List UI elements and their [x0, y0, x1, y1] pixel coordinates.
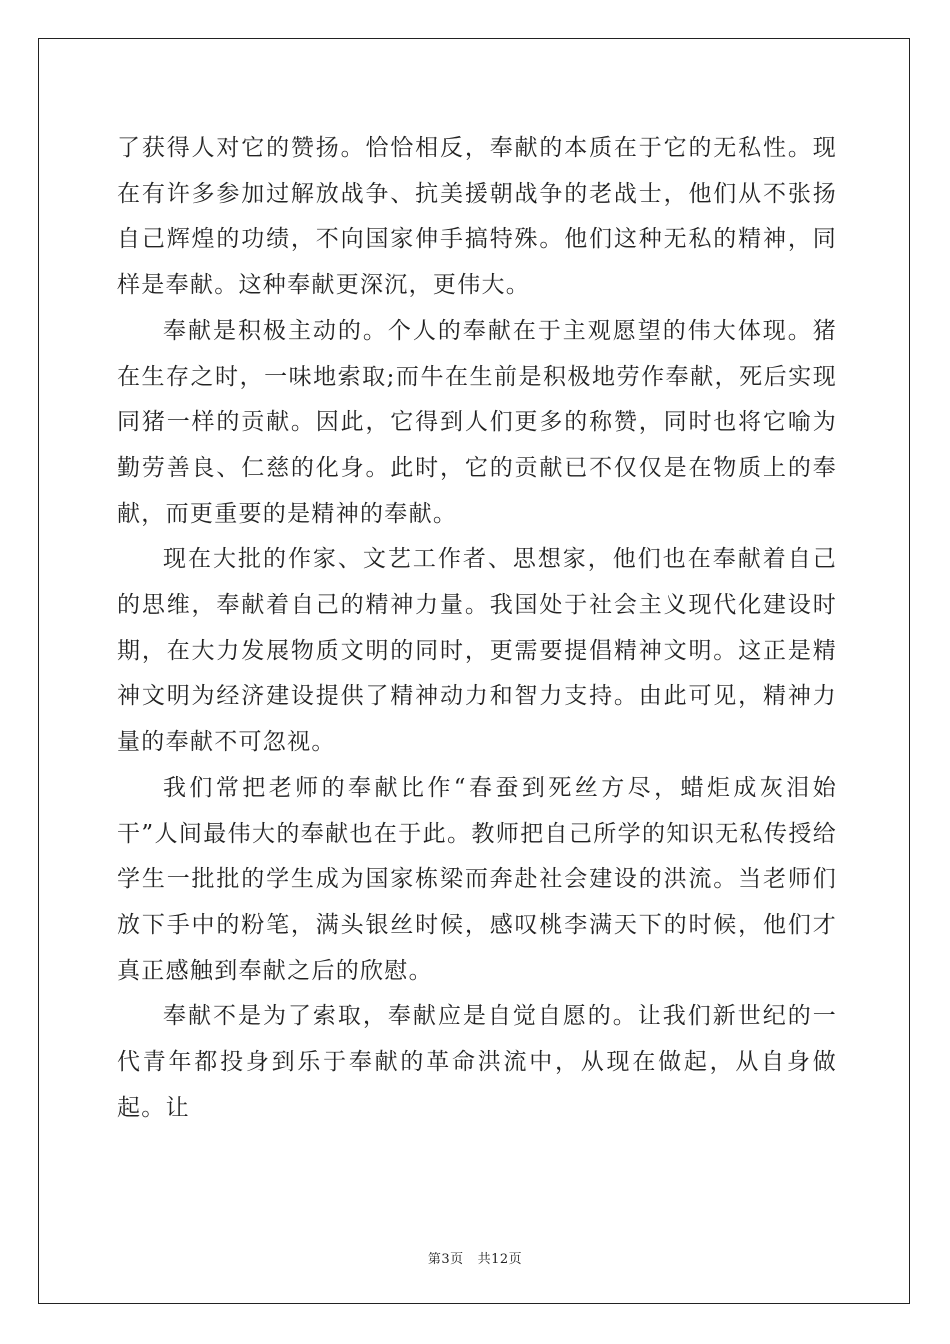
page-total: 共12页 [477, 1252, 523, 1267]
paragraph-5: 奉献不是为了索取，奉献应是自觉自愿的。让我们新世纪的一代青年都投身到乐于奉献的革命洪流中，从现在做起，从自身做起。让 [117, 1003, 837, 1121]
paragraph-1: 了获得人对它的赞扬。恰恰相反，奉献的本质在于它的无私性。现在有许多参加过解放战争、抗美援朝战争的老战士，他们从不张扬自己辉煌的功绩，不向国家伸手搞特殊。他们这种无私的精神，同样是奉献。这种奉献更深沉，更伟大。 [117, 135, 837, 299]
page-number: 第3页 [427, 1252, 464, 1267]
paragraph-4: 我们常把老师的奉献比作“春蚕到死丝方尽，蜡炬成灰泪始干”人间最伟大的奉献也在于此。教师把自己所学的知识无私传授给学生一批批的学生成为国家栋梁而奔赴社会建设的洪流。当老师们放下手中的粉笔，满头银丝时候，感叹桃李满天下的时候，他们才真正感触到奉献之后的欣慰。 [117, 774, 837, 984]
paragraph-3: 现在大批的作家、文艺工作者、思想家，他们也在奉献着自己的思维，奉献着自己的精神力量。我国处于社会主义现代化建设时期，在大力发展物质文明的同时，更需要提倡精神文明。这正是精神文明为经济建设提供了精神动力和智力支持。由此可见，精神力量的奉献不可忽视。 [117, 546, 837, 756]
paragraph-2: 奉献是积极主动的。个人的奉献在于主观愿望的伟大体现。猪在生存之时，一味地索取;而牛在生前是积极地劳作奉献，死后实现同猪一样的贡献。因此，它得到人们更多的称赞，同时也将它喻为勤劳善良、仁慈的化身。此时，它的贡献已不仅仅是在物质上的奉献，而更重要的是精神的奉献。 [117, 317, 837, 527]
document-body [117, 126, 837, 1131]
page-footer [0, 1248, 950, 1267]
